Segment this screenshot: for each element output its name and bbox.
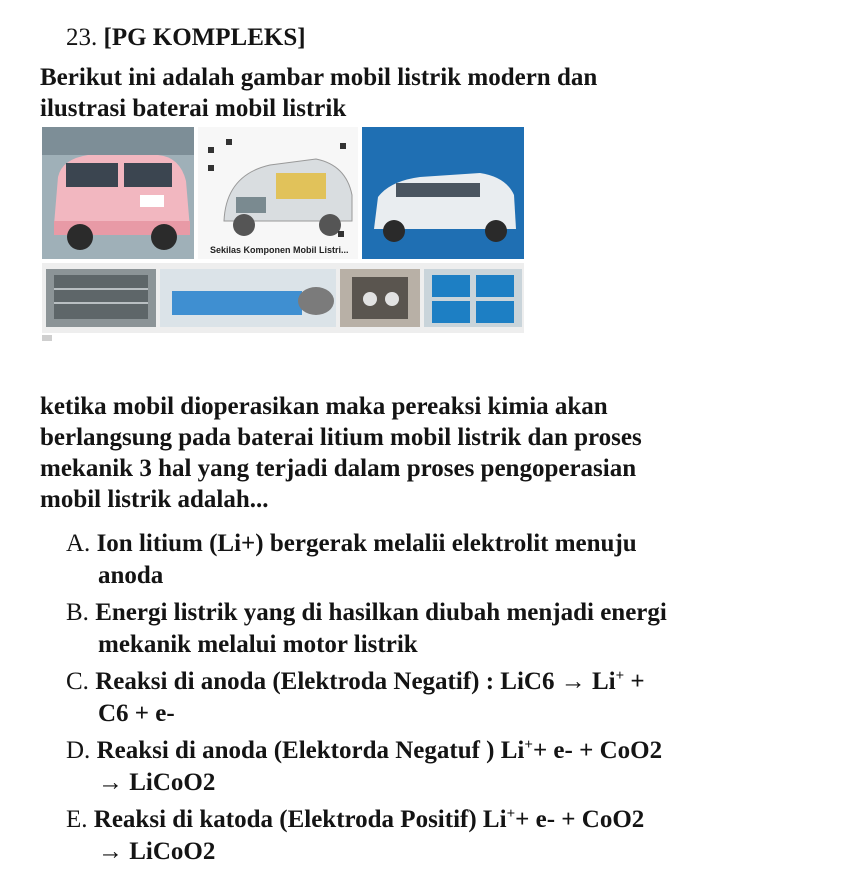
battery-pack-photo	[46, 269, 156, 327]
battery-in-chassis	[160, 269, 336, 327]
battery-module-photo	[340, 269, 420, 327]
option-e[interactable]	[66, 804, 826, 868]
pink-car-photo	[42, 127, 194, 259]
option-text: Ion litium (Li+) bergerak melalii elektrolit menuju	[96, 530, 637, 557]
question-intro	[40, 62, 740, 124]
option-text-cont: → LiCoO2	[98, 769, 216, 796]
superscript-plus: +	[524, 737, 533, 753]
option-text: +	[624, 668, 645, 695]
option-letter: B.	[66, 599, 89, 626]
option-text-cont: anoda	[98, 562, 164, 589]
answer-options	[66, 528, 826, 873]
question-tag: [PG KOMPLEKS]	[103, 24, 306, 51]
option-letter: D.	[66, 737, 91, 764]
option-d[interactable]	[66, 735, 826, 799]
option-text: Reaksi di anoda (Elektorda Negatuf ) Li	[96, 737, 525, 764]
option-text: Reaksi di anoda (Elektroda Negatif) : LiC6 → Li	[95, 668, 616, 695]
car-components-diagram	[198, 127, 358, 259]
image-source-icon	[42, 335, 52, 341]
superscript-plus: +	[615, 668, 625, 684]
stem-line: mekanik 3 hal yang terjadi dalam proses pengoperasian	[40, 455, 637, 482]
intro-line: ilustrasi baterai mobil listrik	[40, 95, 347, 122]
stem-line: mobil listrik adalah...	[40, 486, 269, 513]
option-text: Energi listrik yang di hasilkan diubah menjadi energi	[95, 599, 667, 626]
suv-photo	[362, 127, 524, 259]
battery-cells-photo	[424, 269, 522, 327]
option-text-cont: C6 + e-	[98, 700, 175, 727]
question-header	[66, 24, 306, 52]
option-text: Reaksi di katoda (Elektroda Positif) Li	[93, 806, 507, 833]
option-text-cont: mekanik melalui motor listrik	[98, 631, 418, 658]
intro-line: Berikut ini adalah gambar mobil listrik modern dan	[40, 64, 598, 91]
superscript-plus: +	[506, 806, 516, 822]
question-number: 23.	[66, 24, 98, 51]
option-b[interactable]	[66, 597, 826, 661]
option-text: + e- + CoO2	[532, 737, 663, 764]
option-letter: C.	[66, 668, 89, 695]
option-letter: E.	[66, 806, 88, 833]
option-a[interactable]	[66, 528, 826, 592]
option-c[interactable]	[66, 666, 826, 730]
stem-line: berlangsung pada baterai litium mobil listrik dan proses	[40, 424, 642, 451]
option-letter: A.	[66, 530, 91, 557]
stem-line: ketika mobil dioperasikan maka pereaksi kimia akan	[40, 393, 608, 420]
option-text-cont: → LiCoO2	[98, 838, 216, 865]
question-stem	[40, 391, 800, 515]
electric-car-figure	[40, 125, 526, 347]
option-text: + e- + CoO2	[515, 806, 645, 833]
figure-caption: Sekilas Komponen Mobil Listri...	[210, 245, 349, 255]
